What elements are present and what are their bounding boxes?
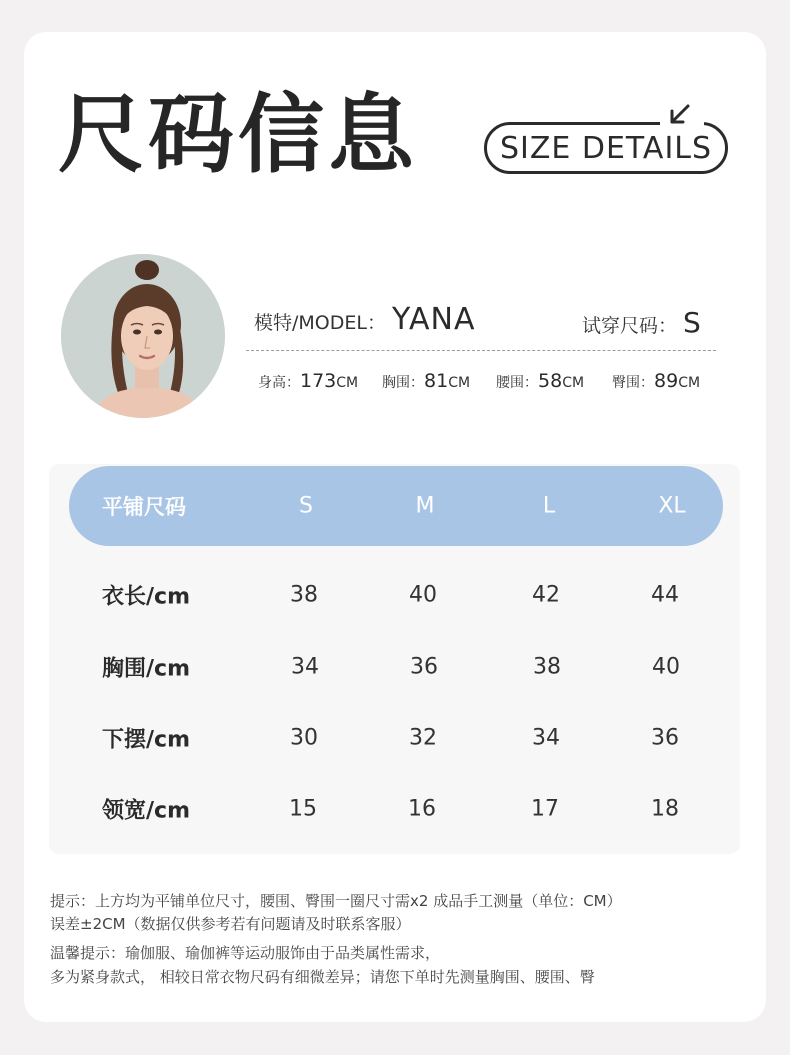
size-details-text: SIZE DETAILS: [499, 130, 713, 166]
table-cell: 38: [290, 582, 318, 608]
table-cell: 34: [291, 654, 319, 680]
measurement-label: 身高：: [258, 375, 300, 391]
measurement-unit: CM: [448, 375, 471, 391]
table-cell: 40: [652, 654, 680, 680]
measurement-value: 173: [300, 370, 337, 392]
note-line-4: 多为紧身款式， 相较日常衣物尺码有细微差异；请您下单时先测量胸围、腰围、臀: [50, 968, 595, 986]
tried-size-label: 试穿尺码：: [582, 315, 678, 337]
table-cell: 30: [290, 725, 318, 751]
measurement-value: 81: [424, 370, 449, 392]
measurement-hip: [612, 370, 700, 392]
table-cell: 18: [651, 796, 679, 822]
table-cell: 36: [651, 725, 679, 751]
note-line-1: 提示：上方均为平铺单位尺寸，腰围、臀围一圈尺寸需x2 成品手工测量（单位：CM）: [50, 892, 622, 910]
table-cell: 44: [651, 582, 679, 608]
tried-size-line: [582, 306, 701, 339]
dashed-divider: [246, 350, 716, 351]
table-cell: 42: [532, 582, 560, 608]
page-title: 尺码信息: [58, 85, 418, 185]
table-cell: 34: [532, 725, 560, 751]
measurement-label: 腰围：: [496, 375, 538, 391]
model-avatar: [61, 254, 225, 418]
size-column-l: L: [542, 493, 556, 519]
table-cell: 16: [408, 796, 436, 822]
measurement-label: 臀围：: [612, 375, 654, 391]
model-name-label: 模特/MODEL：: [254, 312, 386, 334]
table-cell: 17: [531, 796, 559, 822]
table-cell: 36: [410, 654, 438, 680]
row-label: 下摆/cm: [102, 727, 191, 753]
table-cell: 15: [289, 796, 317, 822]
row-label: 领宽/cm: [102, 798, 191, 824]
size-column-xl: XL: [658, 493, 686, 519]
size-details-badge: [484, 122, 728, 174]
arrow-down-left-icon: [666, 102, 692, 128]
table-cell: 40: [409, 582, 437, 608]
table-cell: 38: [533, 654, 561, 680]
note-line-2: 误差±2CM（数据仅供参考若有问题请及时联系客服）: [50, 915, 411, 933]
table-cell: 32: [409, 725, 437, 751]
tried-size-value: S: [683, 306, 701, 339]
measurement-value: 89: [654, 370, 679, 392]
measurement-height: [258, 370, 358, 392]
model-name-value: YANA: [391, 302, 476, 337]
row-label: 胸围/cm: [102, 656, 191, 682]
size-column-m: M: [415, 493, 435, 519]
measurement-waist: [496, 370, 584, 392]
measurement-unit: CM: [678, 375, 701, 391]
size-column-s: S: [299, 493, 313, 519]
measurement-unit: CM: [336, 375, 359, 391]
note-line-3: 温馨提示：瑜伽服、瑜伽裤等运动服饰由于品类属性需求，: [50, 944, 441, 962]
measurement-label: 胸围：: [382, 375, 424, 391]
table-corner-label: 平铺尺码: [102, 495, 186, 519]
measurement-unit: CM: [562, 375, 585, 391]
row-label: 衣长/cm: [102, 584, 191, 610]
measurement-value: 58: [538, 370, 563, 392]
measurement-bust: [382, 370, 470, 392]
model-name-line: [254, 302, 475, 337]
